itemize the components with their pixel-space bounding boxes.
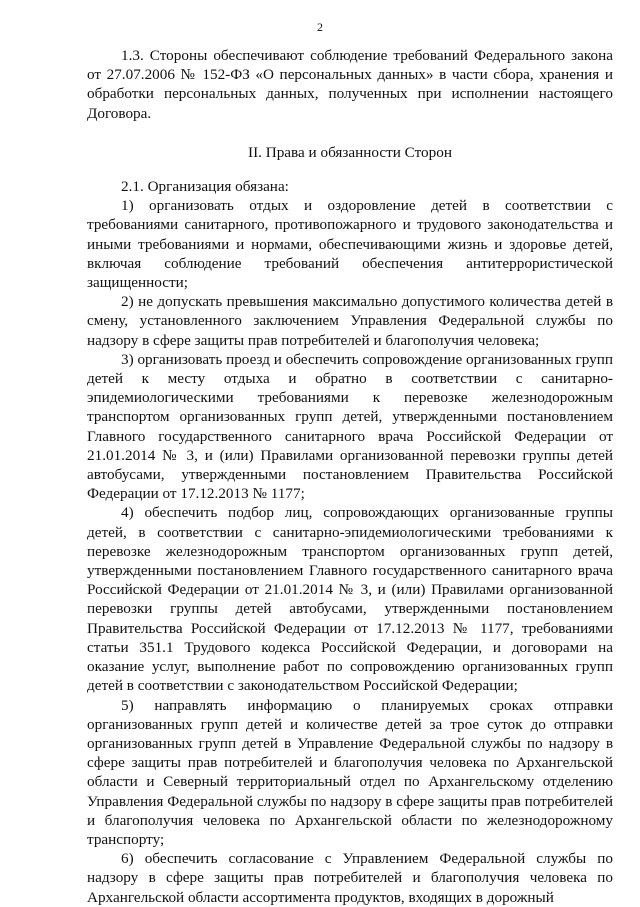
obligation-item-6: 6) обеспечить согласование с Управлением Федеральной службы по надзору в сфере защиты прав потребителей и благополучия человека по Архангельской области ассортимента продуктов, входящих в дорожный xyxy=(87,850,613,906)
obligation-item-4: 4) обеспечить подбор лиц, сопровождающих организованные группы детей, в соответствии с санитарно-эпидемиологическими требованиями к перевозке железнодорожным транспортом организованных групп детей, утвержденными постановлением Главного государственного санитарного врача Российской Федерации от 21.01.2014 № 3, и (или) Правилами организованной перевозки группы детей автобусами, утвержденными постановлением Правительства Российской Федерации от 17.12.2013 № 1177, требованиями статьи 351.1 Трудового кодекса Российской Федерации, и договорами на оказание услуг, выполнение работ по сопровождению организованных групп детей в соответствии с законодательством Российской Федерации; xyxy=(87,504,613,695)
section-title: II. Права и обязанности Сторон xyxy=(248,143,452,161)
obligation-item-5: 5) направлять информацию о планируемых сроках отправки организованных групп детей и количестве детей за трое суток до отправки организованных групп детей в Управление Федеральной службы по надзору в сфере защиты прав потребителей и благополучия человека по Архангельской области и Северный территориальный отдел по Архангельскому отделению Управления Федеральной службы по надзору в сфере защиты прав потребителей и благополучия человека по Архангельской области по железнодорожному транспорту; xyxy=(87,696,613,848)
page-number: 2 xyxy=(317,20,323,34)
obligation-item-2: 2) не допускать превышения максимально допустимого количества детей в смену, установленного заключением Управления Федеральной службы по надзору в сфере защиты прав потребителей и благополучия человека; xyxy=(87,293,613,349)
clause-1-3: 1.3. Стороны обеспечивают соблюдение требований Федерального закона от 27.07.2006 № 152-ФЗ «О персональных данных» в части сбора, хранения и обработки персональных данных, полученных при исполнении настоящего Договора. xyxy=(87,47,613,122)
obligation-item-1: 1) организовать отдых и оздоровление детей в соответствии с требованиями санитарного, противопожарного и трудового законодательства и иными требованиями и нормами, обеспечивающими жизнь и здоровье детей, включая соблюдение требований обеспечения антитеррористической защищенности; xyxy=(87,197,613,292)
clause-2-1-intro: 2.1. Организация обязана: xyxy=(121,178,289,196)
obligation-item-3: 3) организовать проезд и обеспечить сопровождение организованных групп детей к месту отдыха и обратно в соответствии с санитарно-эпидемиологическими требованиями к перевозке железнодорожным транспортом организованных групп детей, утвержденными постановлением Главного государственного санитарного врача Российской Федерации от 21.01.2014 № 3, и (или) Правилами организованной перевозки группы детей автобусами, утвержденными постановлением Правительства Российской Федерации от 17.12.2013 № 1177; xyxy=(87,350,613,503)
document-body xyxy=(87,46,613,907)
